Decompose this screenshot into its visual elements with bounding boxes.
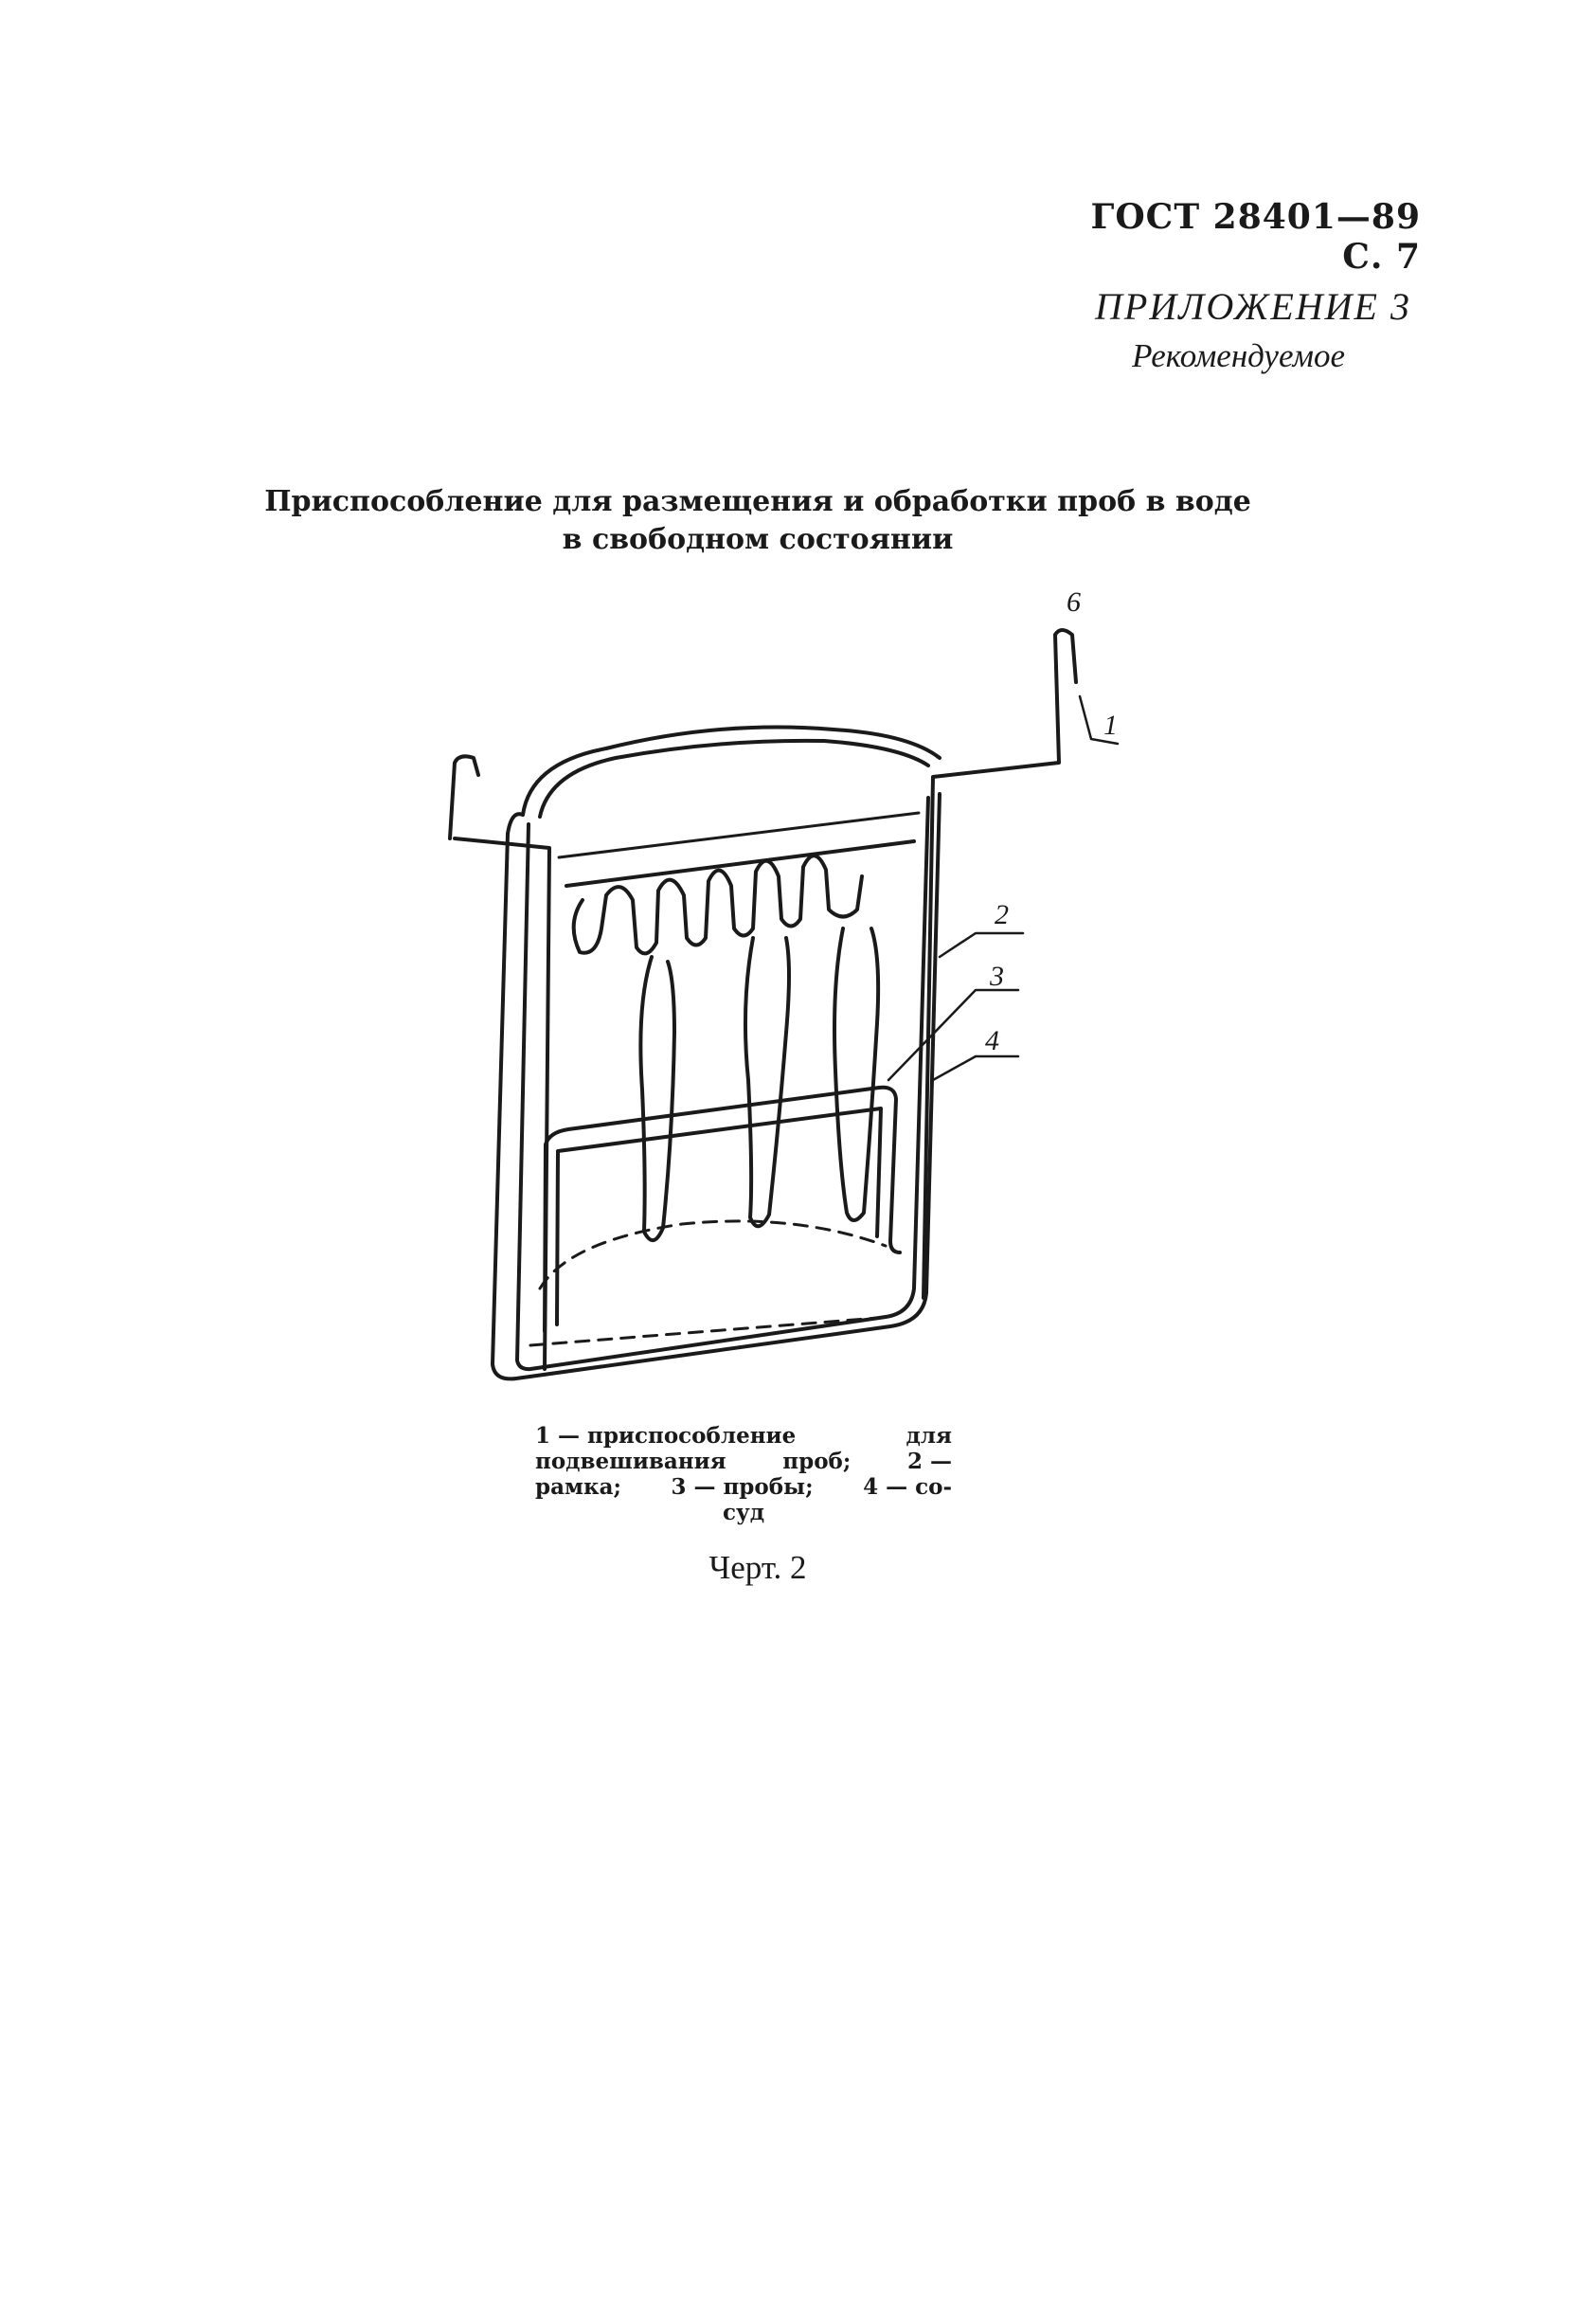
apparatus-drawing (436, 583, 1175, 1416)
legend-word: проб; (782, 1449, 852, 1474)
vessel-bottom-dashed (540, 1221, 886, 1288)
sample-hooks (574, 856, 862, 953)
figure-label-6: 6 (1067, 586, 1081, 618)
document-title-line-2: в свободном состоянии (562, 523, 954, 556)
vessel-rim-inner (540, 741, 928, 817)
legend-line-4: суд (722, 1500, 765, 1525)
figure-label-1: 1 (1103, 710, 1118, 741)
vessel-rim (523, 728, 940, 816)
figure-label-4: 4 (985, 1025, 999, 1056)
figure-caption: Черт. 2 (708, 1549, 807, 1586)
legend-line-3 (535, 1474, 952, 1500)
legend-word: рамка; (535, 1474, 621, 1500)
appendix-title: ПРИЛОЖЕНИЕ 3 (1095, 285, 1411, 328)
legend-word: подвешивания (535, 1449, 726, 1474)
legend-item-3: 3 — пробы; (671, 1474, 814, 1500)
legend-item-2: 2 — (906, 1449, 952, 1474)
frame-inner (557, 1108, 881, 1324)
water-line (559, 813, 919, 857)
leader-4 (933, 1056, 1018, 1080)
document-title-line-1: Приспособление для размещения и обработки проб в воде (264, 485, 1251, 518)
legend-item-4: 4 — со- (863, 1474, 952, 1500)
legend-word: для (906, 1423, 952, 1449)
figure-label-2: 2 (995, 899, 1009, 930)
sample-2 (745, 938, 789, 1226)
figure-label-3: 3 (990, 961, 1004, 992)
appendix-status: Рекомендуемое (1132, 337, 1345, 374)
legend-line-1 (535, 1423, 952, 1449)
sample-1 (640, 957, 674, 1240)
standard-code: ГОСТ 28401—89 С. 7 (1090, 197, 1421, 277)
sample-3 (834, 928, 878, 1220)
figure-legend (535, 1423, 952, 1525)
leader-2 (940, 933, 1023, 957)
legend-line-2 (535, 1449, 952, 1474)
legend-item-1: 1 — приспособление (535, 1423, 797, 1449)
